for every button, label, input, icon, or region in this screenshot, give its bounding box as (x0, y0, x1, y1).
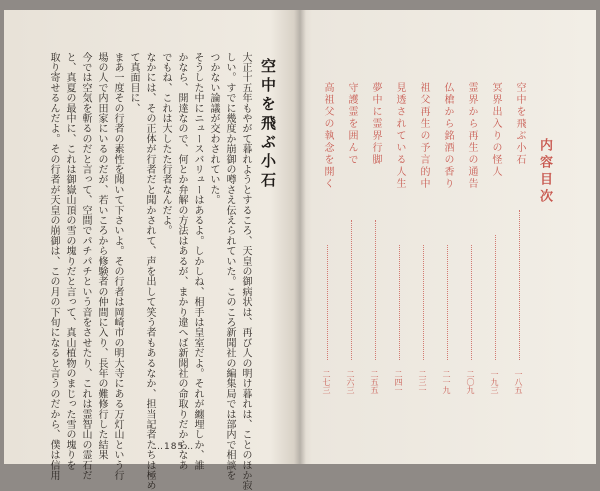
toc-heading: 内容目次 (537, 138, 552, 206)
toc-entry-page: 二一九 (442, 370, 451, 394)
toc-entry-page: 一九三 (490, 370, 499, 394)
body-column: なかには、その正体が行者だと聞かされて、声を出して笑う者もあるなか、担当記者たちは極め (144, 52, 155, 491)
body-column: て真面目に、 (128, 52, 139, 114)
body-column: 今では空気を斬るのだと言って、空間でパチパチという音をさせたり、これは霊智山の霊石だ (80, 52, 91, 481)
toc-entry-title: 仏槍から銘酒の香り (442, 82, 453, 190)
toc-leader (423, 245, 424, 360)
toc-entry-page: 二六三 (346, 370, 355, 394)
toc-leader (447, 245, 448, 360)
toc-leader (351, 220, 352, 360)
toc-entry-title: 守護霊を囲んで (346, 82, 357, 166)
toc-leader (327, 245, 328, 360)
toc-entry-title: 見透されている人生 (394, 82, 405, 190)
toc-leader (399, 245, 400, 360)
toc-entry-title: 夢中に霊界行脚 (370, 82, 381, 166)
toc-entry-title: 空中を飛ぶ小石 (514, 82, 525, 166)
essay-title: 空中を飛ぶ小石 (259, 58, 277, 191)
toc-entry-title: 霊界から再生の通告 (466, 82, 477, 190)
toc-entry-title: 祖父再生の予言的中 (418, 82, 429, 190)
toc-entry-page: 二三一 (418, 370, 427, 394)
toc-entry-page: 一八五 (514, 370, 523, 394)
toc-entry-page: 二七三 (322, 370, 331, 394)
body-column: かなら、開達なので、何とか弁解の方法はあるが、まかり違へば新聞社の命取りだからなあ (176, 52, 187, 471)
body-column: そうした中にニュースバリューはあるよ。しかしね、相手は皇室だよ。それが纏埋しか、誰 (192, 52, 203, 471)
body-column: しい。すでに幾度か崩御の噂さえ伝えられていた。このころ新聞社の編集局では部内で相談を (224, 52, 235, 481)
toc-leader (495, 235, 496, 360)
body-column: 場の人で内田家にいるのだが、若いころから修験者の仲間に入り、長年の難修行した結果 (96, 52, 107, 460)
toc-entry-title: 高祖父の執念を開く (322, 82, 333, 190)
body-column: まあ一度その行者の素性を聞いて下さいよ。その行者は岡崎市の明大寺にある万灯山という行 (112, 52, 123, 481)
toc-leader (375, 220, 376, 360)
book-spread (4, 10, 596, 491)
toc-entry-page: 二五五 (370, 370, 379, 394)
body-column: つかない論議が交わされていた。 (208, 52, 219, 205)
toc-entry-title: 冥界出入りの怪人 (490, 82, 501, 178)
body-column: と、真夏の最中に、これは御嶽山頂の雪の塊りだと言って、真山植物のまじった雪の塊りを (64, 52, 75, 471)
left-page (4, 10, 298, 491)
body-column: 大正十五年もやがて暮れようとするころ、天皇の御病状は、再び人の明け暮れは、ことのほか寂 (240, 52, 251, 491)
toc-leader (471, 245, 472, 360)
body-column: 取り寄せるんだよ。その行者が天皇の崩御は、この月の下旬になると言うのだから、僕は信用 (48, 52, 59, 481)
right-page (302, 10, 596, 464)
toc-entry-page: 二〇九 (466, 370, 475, 394)
toc-entry-page: 二四一 (394, 370, 403, 394)
page-number: …185… (154, 442, 195, 452)
body-column: でもね、これは大したた行者なんだよ。 (160, 52, 171, 236)
toc-leader (519, 210, 520, 360)
